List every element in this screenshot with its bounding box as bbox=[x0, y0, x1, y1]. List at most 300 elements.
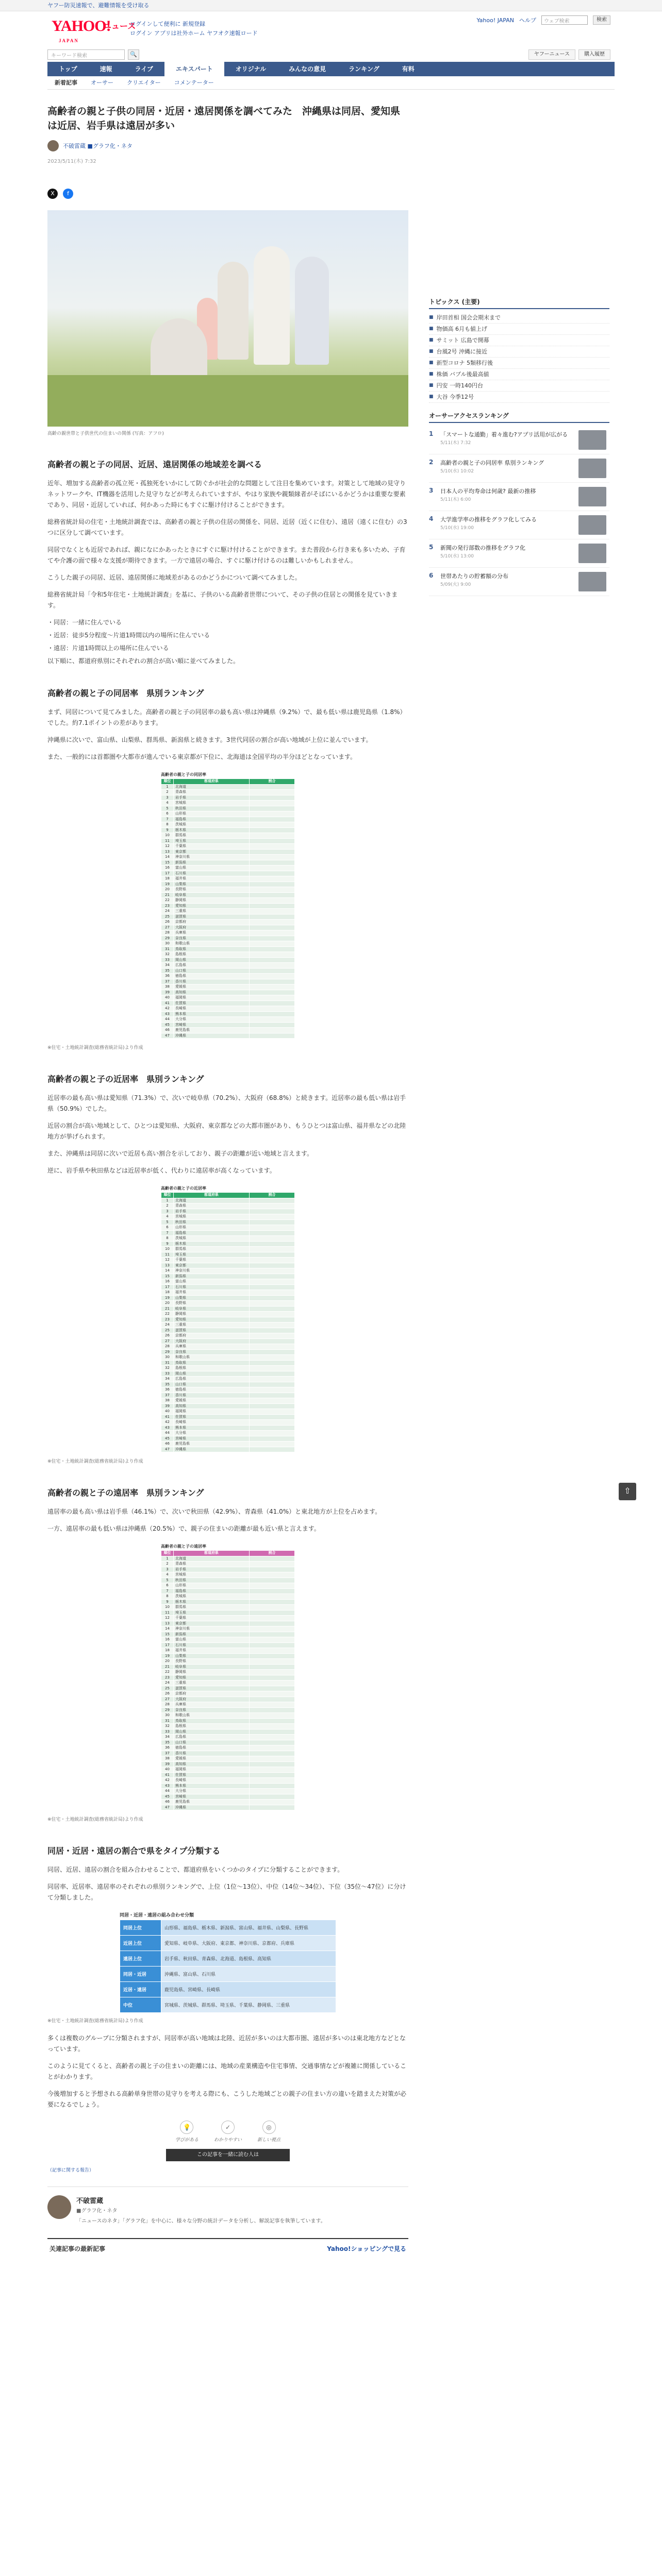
table-row: 29 奈良県 bbox=[161, 1707, 295, 1713]
author-name[interactable]: 不破雷蔵 bbox=[76, 2197, 104, 2205]
feedback-new[interactable] bbox=[257, 2121, 280, 2143]
x-share-icon[interactable]: X bbox=[47, 189, 58, 199]
search-icon[interactable]: 🔍 bbox=[128, 49, 139, 60]
table-header: 割合 bbox=[249, 1193, 294, 1198]
table-row: 30 和歌山県 bbox=[161, 1355, 295, 1361]
paragraph: 総務省統計局の住宅・土地統計調査では、高齢者の親と子供の住居の関係を、同居、近居（近くに住む）、遠居（遠くに住む）の3つに区分して調べています。 bbox=[47, 518, 407, 536]
table-header: 割合 bbox=[249, 779, 294, 785]
table-row: 43 熊本県 bbox=[161, 1783, 295, 1789]
table-row: 1 北海道 bbox=[161, 784, 295, 790]
table-row: 19 山梨県 bbox=[161, 882, 295, 887]
table-row: 12 千葉県 bbox=[161, 844, 295, 850]
paragraph: また、沖縄県は同居に次いで近居も高い割合を示しており、親子の距離が近い地域と言えます。 bbox=[47, 1150, 313, 1157]
topic-item[interactable]: ■ 株価 バブル後最高値 bbox=[429, 369, 609, 380]
table-row: 38 愛媛県 bbox=[161, 985, 295, 990]
topic-item[interactable]: ■ 大谷 今季12号 bbox=[429, 392, 609, 403]
gnav-original[interactable]: オリジナル bbox=[235, 65, 267, 73]
table-row: 32 島根県 bbox=[161, 1724, 295, 1730]
news-search-row bbox=[47, 47, 615, 62]
table-header: 都道府県 bbox=[174, 1551, 250, 1556]
facebook-share-icon[interactable]: f bbox=[63, 189, 73, 199]
feedback-learn[interactable] bbox=[175, 2121, 198, 2143]
table-row: 19 山梨県 bbox=[161, 1295, 295, 1301]
ranking-item[interactable]: 2 高齢者の親と子の同居率 県別ランキング 5/10(水) 10:02 bbox=[429, 454, 609, 483]
photo-figure bbox=[151, 318, 207, 380]
table-row: 22 静岡県 bbox=[161, 898, 295, 904]
table-row: 40 福岡県 bbox=[161, 1767, 295, 1773]
feedback-label: わかりやすい bbox=[213, 2138, 242, 2143]
paragraph: 今後増加すると予想される高齢単身世帯の見守りを考える際にも、こうした地域ごとの親子の住まい方の違いを踏まえた対策が必要になるでしょう。 bbox=[47, 2090, 407, 2108]
ranking-thumbnail bbox=[578, 515, 606, 535]
table-row: 33 岡山県 bbox=[161, 957, 295, 963]
topics-heading: トピックス (主要) bbox=[429, 297, 609, 309]
table-row: 20 長野県 bbox=[161, 1659, 295, 1665]
table-row: 31 鳥取県 bbox=[161, 1360, 295, 1366]
table-row: 9 栃木県 bbox=[161, 1241, 295, 1247]
table-row: 31 鳥取県 bbox=[161, 1718, 295, 1724]
table-row: 36 徳島県 bbox=[161, 1745, 295, 1751]
table-row: 47 沖縄県 bbox=[161, 1447, 295, 1452]
table-row: 11 埼玉県 bbox=[161, 1610, 295, 1616]
article-body bbox=[47, 447, 408, 2258]
table-row: 14 神奈川県 bbox=[161, 855, 295, 860]
paragraph: 同居、近居、遠居の割合を組み合わせることで、都道府県をいくつかのタイプに分類することができます。 bbox=[47, 1866, 344, 1873]
article-main bbox=[47, 102, 408, 2252]
table-row: 16 富山県 bbox=[161, 1637, 295, 1643]
table-row: 同居上位 山形県、福島県、栃木県、新潟県、富山県、福井県、山梨県、長野県 bbox=[120, 1920, 336, 1936]
shopping-link[interactable]: Yahoo!ショッピングで見る bbox=[327, 2245, 406, 2252]
table-row: 13 東京都 bbox=[161, 849, 295, 855]
section-heading: 同居・近居・遠居の割合で県をタイプ分類する bbox=[47, 1846, 221, 1856]
table-row: 28 兵庫県 bbox=[161, 1702, 295, 1708]
table-row: 42 長崎県 bbox=[161, 1006, 295, 1012]
table-row: 15 新潟県 bbox=[161, 1274, 295, 1279]
table-row: 29 奈良県 bbox=[161, 936, 295, 941]
table-row: 2 青森県 bbox=[161, 1562, 295, 1567]
table-row: 23 愛知県 bbox=[161, 1317, 295, 1323]
table-row: 8 茨城県 bbox=[161, 1594, 295, 1600]
table-row: 7 福島県 bbox=[161, 1230, 295, 1236]
table-row: 13 東京都 bbox=[161, 1621, 295, 1626]
subnav-author[interactable]: オーサー bbox=[91, 79, 113, 86]
table-row: 28 兵庫県 bbox=[161, 930, 295, 936]
table-header: 都道府県 bbox=[174, 1193, 250, 1198]
table-row: 14 神奈川県 bbox=[161, 1268, 295, 1274]
news-service-label[interactable]: ニュース bbox=[103, 21, 136, 31]
paragraph: 一方、遠居率の最も低い県は沖縄県（20.5%）で、親子の住まいの距離が最も近い県と言えます。 bbox=[47, 1525, 320, 1532]
table-row: 44 大分県 bbox=[161, 1017, 295, 1023]
top-notice-bar bbox=[0, 0, 662, 11]
subnav-commentator[interactable]: コメンテーター bbox=[174, 79, 214, 86]
table-row: 中位 宮城県、茨城県、群馬県、埼玉県、千葉県、静岡県、三重県 bbox=[120, 1997, 336, 2013]
news-search-input[interactable]: キーワード検索 bbox=[47, 49, 125, 60]
table-title: 同居・近居・遠居の組み合わせ分類 bbox=[120, 1913, 194, 1918]
type-table bbox=[120, 1911, 336, 2013]
topics-list bbox=[429, 312, 609, 403]
table-row: 5 秋田県 bbox=[161, 1578, 295, 1583]
web-search-input[interactable]: ウェブ検索 bbox=[541, 15, 588, 25]
table-row: 11 埼玉県 bbox=[161, 838, 295, 844]
table-row: 7 福島県 bbox=[161, 1588, 295, 1594]
table-row: 26 京都府 bbox=[161, 1333, 295, 1339]
author-avatar[interactable] bbox=[47, 2195, 71, 2219]
yahoo-top-link[interactable]: Yahoo! JAPAN bbox=[476, 16, 514, 24]
related-readers-bar[interactable]: この記事を一緒に読む人は bbox=[166, 2149, 290, 2161]
definition-item: ・同居：一緒に住んでいる bbox=[47, 619, 122, 626]
header-links bbox=[130, 20, 258, 38]
table-row: 24 三重県 bbox=[161, 1323, 295, 1328]
table-row: 39 高知県 bbox=[161, 1761, 295, 1767]
topic-item[interactable]: ■ 物価高 6月も値上げ bbox=[429, 324, 609, 335]
gnav-breaking[interactable]: 速報 bbox=[100, 65, 112, 73]
table-row: 9 栃木県 bbox=[161, 1599, 295, 1605]
table-row: 42 長崎県 bbox=[161, 1420, 295, 1426]
table-row: 21 岐阜県 bbox=[161, 1306, 295, 1312]
ranking-thumbnail bbox=[578, 459, 606, 478]
paragraph: 遠居率の最も高い県は岩手県（46.1%）で、次いで秋田県（42.9%）、青森県（41.0%）と東北地方が上位を占めます。 bbox=[47, 1508, 382, 1515]
ranking-item[interactable]: 1 「スマートな通勤」着々進む?アプリ活用が広がる 5/11(木) 7:32 bbox=[429, 426, 609, 454]
table-header: 順位 bbox=[161, 1551, 174, 1556]
table-row: 7 福島県 bbox=[161, 817, 295, 822]
table-row: 43 熊本県 bbox=[161, 1011, 295, 1017]
subnav-creator[interactable]: クリエイター bbox=[127, 79, 161, 86]
table-row: 2 青森県 bbox=[161, 1204, 295, 1209]
ranking-item[interactable]: 3 日本人の平均寿命は何歳? 最新の推移 5/11(木) 6:00 bbox=[429, 483, 609, 511]
search-row-right bbox=[528, 49, 610, 60]
table-row: 10 群馬県 bbox=[161, 1605, 295, 1611]
table-row: 27 大阪府 bbox=[161, 1697, 295, 1702]
topic-item[interactable]: ■ 台風2号 沖縄に接近 bbox=[429, 346, 609, 358]
table-row: 46 鹿児島県 bbox=[161, 1442, 295, 1447]
section-heading: 高齢者の親と子の同居、近居、遠居関係の地域差を調べる bbox=[47, 460, 262, 469]
table-row: 47 沖縄県 bbox=[161, 1805, 295, 1810]
author-title: ■グラフ化・ネタ bbox=[76, 2208, 118, 2214]
rank-table-cohabit bbox=[161, 772, 295, 1039]
table-row: 18 福井県 bbox=[161, 1290, 295, 1296]
paragraph: まず、同居について見てみました。高齢者の親と子の同居率の最も高い県は沖縄県（9.2%）で、最も低い県は鹿児島県（1.8%）でした。約7.1ポイントの差があります。 bbox=[47, 708, 406, 726]
paragraph: 沖縄県に次いで、富山県、山梨県、群馬県、新潟県と続きます。3世代同居の割合が高い地域が上位に並んでいます。 bbox=[47, 736, 372, 743]
paragraph: 逆に、岩手県や秋田県などは近居率が低く、代わりに遠居率が高くなっています。 bbox=[47, 1167, 276, 1174]
table-row: 35 山口県 bbox=[161, 968, 295, 974]
ranking-heading: オーサーアクセスランキング bbox=[429, 411, 609, 423]
global-nav bbox=[47, 62, 615, 76]
table-row: 近居・遠居 鹿児島県、宮崎県、長崎県 bbox=[120, 1982, 336, 1997]
table-row: 33 岡山県 bbox=[161, 1371, 295, 1377]
scroll-top-button[interactable]: ⇧ bbox=[619, 1483, 636, 1500]
table-row: 37 香川県 bbox=[161, 979, 295, 985]
table-row: 41 佐賀県 bbox=[161, 1001, 295, 1006]
section-heading: 高齢者の親と子の同居率 県別ランキング bbox=[47, 688, 204, 698]
photo-lawn bbox=[47, 375, 408, 427]
subnav-new[interactable]: 新着記事 bbox=[55, 79, 77, 86]
paragraph: 近年、増加する高齢者の孤立死・孤独死をいかにして防ぐかが社会的な問題として注目を集めています。対策として地域の見守りネットワークや、IT機器を活用した見守りなどが考えられていますが、やはり家族や親類縁者がそばにいるかどうかは重要な要素であり、同居・近居していれば、何かあった時にもすぐに駆け付けることができます。 bbox=[47, 480, 406, 509]
purchase-history-button[interactable]: 購入履歴 bbox=[578, 49, 610, 60]
table-row: 35 山口県 bbox=[161, 1740, 295, 1745]
table-row: 14 神奈川県 bbox=[161, 1626, 295, 1632]
topic-item[interactable]: ■ 円安 一時140円台 bbox=[429, 380, 609, 392]
author-avatar[interactable] bbox=[47, 140, 59, 151]
gnav-opinions[interactable]: みんなの意見 bbox=[289, 65, 326, 73]
table-row: 3 岩手県 bbox=[161, 1567, 295, 1572]
paragraph: 近居率の最も高い県は愛知県（71.3%）で、次いで岐阜県（70.2%）、大阪府（68.8%）と続きます。近居率の最も低い県は岩手県（50.9%）でした。 bbox=[47, 1094, 406, 1112]
rank-table-far bbox=[161, 1544, 295, 1810]
table-row: 45 宮崎県 bbox=[161, 1436, 295, 1442]
table-row: 33 岡山県 bbox=[161, 1729, 295, 1735]
table-row: 28 兵庫県 bbox=[161, 1344, 295, 1350]
table-header: 順位 bbox=[161, 1193, 174, 1198]
paragraph: 以下順に、都道府県別にそれぞれの割合が高い順に並べてみました。 bbox=[47, 657, 240, 665]
camera-icon: ■ bbox=[429, 371, 434, 377]
table-row: 15 新潟県 bbox=[161, 860, 295, 866]
table-row: 37 香川県 bbox=[161, 1751, 295, 1756]
table-row: 22 静岡県 bbox=[161, 1670, 295, 1675]
table-row: 21 岐阜県 bbox=[161, 892, 295, 898]
table-row: 4 宮城県 bbox=[161, 1572, 295, 1578]
table-row: 6 山形県 bbox=[161, 1225, 295, 1231]
table-row: 34 広島県 bbox=[161, 1377, 295, 1382]
table-row: 27 大阪府 bbox=[161, 1338, 295, 1344]
source-note: ※住宅・土地統計調査(総務省統計局)より作成 bbox=[47, 1459, 143, 1464]
ranking-thumbnail bbox=[578, 572, 606, 591]
ranking-list bbox=[429, 426, 609, 596]
feedback-clear[interactable] bbox=[214, 2121, 242, 2143]
article-photo bbox=[47, 210, 408, 427]
gnav-live[interactable]: ライブ bbox=[135, 65, 153, 73]
paragraph: 総務省統計局「令和5年住宅・土地統計調査」を基に、子供のいる高齢者世帯について、その子供の住居との関係を見ていきます。 bbox=[47, 591, 398, 609]
table-title: 高齢者の親と子の近居率 bbox=[161, 1186, 206, 1191]
table-row: 32 島根県 bbox=[161, 952, 295, 958]
paragraph: こうした親子の同居、近居、遠居関係に地域差があるのかどうかについて調べてみました。 bbox=[47, 574, 301, 581]
table-row: 6 山形県 bbox=[161, 811, 295, 817]
photo-figure bbox=[218, 262, 249, 360]
table-row: 46 鹿児島県 bbox=[161, 1800, 295, 1805]
table-row: 12 千葉県 bbox=[161, 1258, 295, 1263]
header-right bbox=[476, 15, 610, 25]
table-row: 5 秋田県 bbox=[161, 806, 295, 811]
table-row: 8 茨城県 bbox=[161, 1236, 295, 1242]
table-row: 10 群馬県 bbox=[161, 833, 295, 839]
source-note: ※住宅・土地統計調査(総務省統計局)より作成 bbox=[47, 1045, 143, 1050]
login-register-link[interactable]: ログインして便利に 新規登録 bbox=[130, 21, 205, 27]
camera-icon: ■ bbox=[429, 326, 434, 331]
author-link[interactable]: 不破雷蔵 ■グラフ化・ネタ bbox=[63, 143, 133, 149]
paragraph: 多くは複数のグループに分類されますが、同居率が高い地域は北陸、近居が多いのは大都市圏、遠居が多いのは東北地方などとなっています。 bbox=[47, 2035, 406, 2053]
yahoo-news-button[interactable]: ヤフーニュース bbox=[528, 49, 575, 60]
table-row: 45 宮崎県 bbox=[161, 1794, 295, 1800]
gnav-expert[interactable]: エキスパート bbox=[164, 62, 224, 76]
table-row: 5 秋田県 bbox=[161, 1219, 295, 1225]
paragraph: 同居率、近居率、遠居率のそれぞれの県別ランキングで、上位（1位～13位）、中位（14位～34位）、下位（35位～47位）に分けて分類しました。 bbox=[47, 1883, 406, 1901]
paragraph: このように見てくると、高齢者の親と子の住まいの距離には、地域の産業構造や住宅事情、交通事情などが複雑に関係していることがわかります。 bbox=[47, 2062, 407, 2080]
table-title: 高齢者の親と子の同居率 bbox=[161, 772, 206, 777]
table-row: 31 鳥取県 bbox=[161, 946, 295, 952]
ranking-thumbnail bbox=[578, 544, 606, 563]
paragraph: 同居でなくとも近居であれば、親になにかあったときにすぐに駆け付けることができます。また普段から行き来も多いため、子育てや介護の面で様々な支援が期待できます。一方で遠居の場合、すぐに駆け付けるのは難しいかもしれません。 bbox=[47, 546, 406, 564]
table-header: 順位 bbox=[161, 779, 174, 785]
table-row: 38 愛媛県 bbox=[161, 1756, 295, 1762]
related-latest-heading: 关連記事の最新記事 bbox=[49, 2245, 106, 2252]
lightbulb-icon: 💡 bbox=[180, 2121, 193, 2134]
table-row: 19 山梨県 bbox=[161, 1653, 295, 1659]
camera-icon: ■ bbox=[429, 360, 434, 365]
ranking-item[interactable]: 5 新聞の発行部数の推移をグラフ化 5/10(水) 13:00 bbox=[429, 539, 609, 568]
yahoo-logo[interactable]: YAHOO! JAPAN bbox=[52, 18, 111, 43]
ranking-thumbnail bbox=[578, 487, 606, 506]
web-search-button[interactable]: 検索 bbox=[593, 15, 610, 25]
table-row: 18 福井県 bbox=[161, 1648, 295, 1654]
table-row: 41 佐賀県 bbox=[161, 1414, 295, 1420]
table-row: 36 徳島県 bbox=[161, 974, 295, 979]
ranking-item[interactable]: 6 世帯あたりの貯蓄額の分布 5/09(火) 9:00 bbox=[429, 568, 609, 596]
table-row: 34 広島県 bbox=[161, 1735, 295, 1740]
table-header: 割合 bbox=[249, 1551, 294, 1556]
table-row: 32 島根県 bbox=[161, 1366, 295, 1371]
gnav-top[interactable]: トップ bbox=[59, 65, 77, 73]
table-row: 近居上位 愛知県、岐阜県、大阪府、東京都、神奈川県、京都府、兵庫県 bbox=[120, 1936, 336, 1951]
table-row: 24 三重県 bbox=[161, 909, 295, 914]
table-row: 18 福井県 bbox=[161, 876, 295, 882]
table-row: 20 長野県 bbox=[161, 1301, 295, 1307]
table-row: 39 高知県 bbox=[161, 990, 295, 995]
table-row: 22 静岡県 bbox=[161, 1312, 295, 1317]
sub-nav bbox=[47, 76, 615, 90]
source-note: ※住宅・土地統計調査(総務省統計局)より作成 bbox=[47, 2019, 143, 2024]
photo-figure bbox=[254, 246, 290, 365]
table-row: 29 奈良県 bbox=[161, 1349, 295, 1355]
report-link[interactable]: （記事に関する報告） bbox=[47, 2168, 94, 2173]
table-row: 26 京都府 bbox=[161, 1691, 295, 1697]
table-row: 同居・近居 沖縄県、富山県、石川県 bbox=[120, 1967, 336, 1982]
table-title: 高齢者の親と子の遠居率 bbox=[161, 1544, 206, 1549]
section-heading: 高齢者の親と子の近居率 県別ランキング bbox=[47, 1074, 204, 1084]
gnav-ranking[interactable]: ランキング bbox=[349, 65, 379, 73]
table-row: 13 東京都 bbox=[161, 1263, 295, 1268]
byline bbox=[47, 140, 408, 151]
source-note: ※住宅・土地統計調査(総務省統計局)より作成 bbox=[47, 1817, 143, 1822]
camera-icon: ■ bbox=[429, 315, 434, 320]
table-row: 23 愛知県 bbox=[161, 1675, 295, 1681]
eye-icon: ◎ bbox=[262, 2121, 276, 2134]
table-row: 40 福岡県 bbox=[161, 1409, 295, 1415]
table-row: 17 石川県 bbox=[161, 1284, 295, 1290]
table-row: 46 鹿児島県 bbox=[161, 1028, 295, 1033]
article-date: 2023/5/11(木) 7:32 bbox=[47, 159, 96, 164]
table-row: 25 滋賀県 bbox=[161, 1686, 295, 1691]
table-row: 39 高知県 bbox=[161, 1403, 295, 1409]
table-row: 遠居上位 岩手県、秋田県、青森県、北海道、島根県、高知県 bbox=[120, 1951, 336, 1967]
paragraph: また、一般的には首都圏や大都市が進んでいる東京都が下位に、北海道は全国平均の半分ほどとなっています。 bbox=[47, 753, 357, 760]
table-row: 44 大分県 bbox=[161, 1431, 295, 1436]
table-row: 20 長野県 bbox=[161, 887, 295, 893]
table-row: 37 香川県 bbox=[161, 1393, 295, 1398]
disaster-notice-link[interactable]: ヤフー防災速報で、避難情報を受け取る bbox=[47, 2, 150, 9]
table-row: 15 新潟県 bbox=[161, 1632, 295, 1637]
ranking-thumbnail bbox=[578, 430, 606, 450]
table-row: 11 埼玉県 bbox=[161, 1252, 295, 1258]
table-row: 6 山形県 bbox=[161, 1583, 295, 1589]
table-row: 1 北海道 bbox=[161, 1198, 295, 1204]
ranking-item[interactable]: 4 大学進学率の推移をグラフ化してみる 5/10(水) 19:00 bbox=[429, 511, 609, 539]
table-row: 17 石川県 bbox=[161, 1642, 295, 1648]
table-row: 30 和歌山県 bbox=[161, 941, 295, 947]
table-row: 24 三重県 bbox=[161, 1681, 295, 1686]
article-title: 高齢者の親と子供の同居・近居・遠居関係を調べてみた 沖縄県は同居、愛知県は近居、岩手県は遠居が多い bbox=[47, 106, 401, 131]
section-heading: 高齢者の親と子の遠居率 県別ランキング bbox=[47, 1488, 204, 1498]
rank-table-near bbox=[161, 1185, 295, 1452]
definition-item: ・遠居：片道1時間以上の場所に住んでいる bbox=[47, 645, 169, 652]
topic-item[interactable]: ■ 岸田首相 国会会期末まで bbox=[429, 312, 609, 324]
table-row: 27 大阪府 bbox=[161, 925, 295, 930]
table-row: 16 富山県 bbox=[161, 866, 295, 871]
table-row: 45 宮崎県 bbox=[161, 1022, 295, 1028]
table-row: 1 北海道 bbox=[161, 1556, 295, 1562]
table-row: 4 宮城県 bbox=[161, 1214, 295, 1220]
table-row: 44 大分県 bbox=[161, 1789, 295, 1794]
help-link[interactable]: ヘルプ bbox=[519, 17, 536, 24]
author-bio: 「ニュースのネタ」「グラフ化」を中心に、様々な分野の統計データを分析し、解説記事を執筆しています。 bbox=[76, 2218, 326, 2224]
table-row: 36 徳島県 bbox=[161, 1387, 295, 1393]
topic-item[interactable]: ■ サミット 広島で開幕 bbox=[429, 335, 609, 346]
table-row: 2 青森県 bbox=[161, 790, 295, 795]
table-row: 42 長崎県 bbox=[161, 1778, 295, 1784]
table-row: 16 富山県 bbox=[161, 1279, 295, 1285]
share-buttons bbox=[47, 189, 73, 199]
feedback-row bbox=[47, 2121, 408, 2143]
table-row: 47 沖縄県 bbox=[161, 1033, 295, 1039]
photo-caption: 高齢の親世帯と子供世代の住まいの関係 (写真：アフロ) bbox=[47, 431, 164, 436]
table-row: 25 滋賀県 bbox=[161, 1328, 295, 1333]
table-row: 9 栃木県 bbox=[161, 827, 295, 833]
feedback-label: 学びがある bbox=[175, 2138, 198, 2143]
table-row: 4 宮城県 bbox=[161, 801, 295, 806]
definition-item: ・近居：徒歩5分程度～片道1時間以内の場所に住んでいる bbox=[47, 632, 210, 639]
sidebar bbox=[429, 297, 609, 596]
topic-item[interactable]: ■ 新型コロナ 5類移行後 bbox=[429, 358, 609, 369]
table-row: 3 岩手県 bbox=[161, 795, 295, 801]
camera-icon: ■ bbox=[429, 337, 434, 343]
table-row: 41 佐賀県 bbox=[161, 1772, 295, 1778]
table-row: 21 岐阜県 bbox=[161, 1664, 295, 1670]
table-row: 23 愛知県 bbox=[161, 903, 295, 909]
camera-icon: ■ bbox=[429, 383, 434, 388]
header-sub-link[interactable]: ログイン アプリは社外ホーム ヤフオク速報ロード bbox=[130, 30, 258, 37]
table-row: 30 和歌山県 bbox=[161, 1713, 295, 1719]
table-row: 10 群馬県 bbox=[161, 1247, 295, 1252]
paragraph: 近居の割合が高い地域として、ひとつは愛知県、大阪府、東京都などの大都市圏があり、もうひとつは富山県、福井県などの北陸地方が挙げられます。 bbox=[47, 1122, 406, 1140]
definition-list bbox=[47, 617, 408, 654]
table-row: 34 広島県 bbox=[161, 963, 295, 969]
gnav-paid[interactable]: 有料 bbox=[402, 65, 415, 73]
table-header: 都道府県 bbox=[174, 779, 250, 785]
table-row: 12 千葉県 bbox=[161, 1616, 295, 1621]
feedback-label: 新しい視点 bbox=[257, 2138, 281, 2143]
table-row: 43 熊本県 bbox=[161, 1425, 295, 1431]
table-row: 26 京都府 bbox=[161, 920, 295, 925]
camera-icon: ■ bbox=[429, 394, 434, 399]
table-row: 3 岩手県 bbox=[161, 1209, 295, 1214]
author-box bbox=[47, 2187, 408, 2226]
table-row: 40 福岡県 bbox=[161, 995, 295, 1001]
camera-icon: ■ bbox=[429, 349, 434, 354]
table-row: 35 山口県 bbox=[161, 1382, 295, 1387]
photo-figure bbox=[295, 257, 329, 365]
table-row: 8 茨城県 bbox=[161, 822, 295, 828]
bottom-bar bbox=[47, 2238, 408, 2258]
table-row: 17 石川県 bbox=[161, 871, 295, 876]
site-header bbox=[47, 11, 615, 47]
table-row: 38 愛媛県 bbox=[161, 1398, 295, 1404]
table-row: 25 滋賀県 bbox=[161, 914, 295, 920]
